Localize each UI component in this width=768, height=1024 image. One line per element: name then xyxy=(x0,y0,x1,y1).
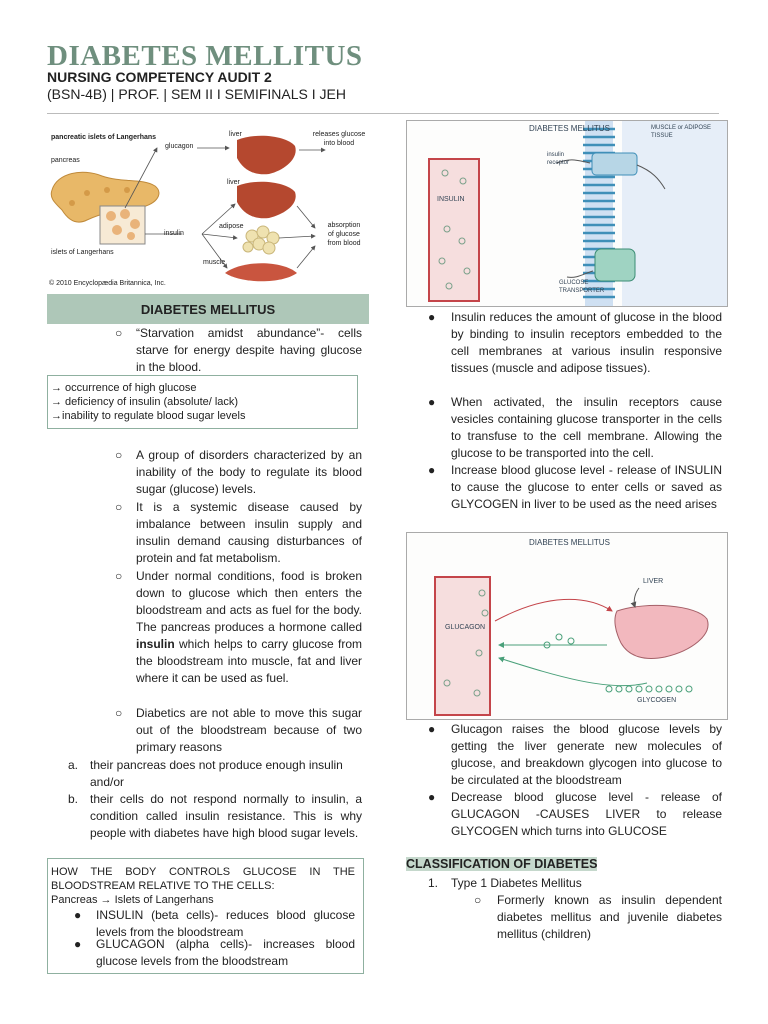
fig2-muscle: MUSCLE or ADIPOSE TISSUE xyxy=(651,125,712,139)
fig1-label-releases: releases glucose into blood xyxy=(312,131,366,147)
insulin-beta-cells: INSULIN (beta cells)- reduces blood glucose levels from the bloodstream xyxy=(96,908,355,939)
fig1-label-liver1: liver xyxy=(229,131,242,138)
bullet-systemic-disease: It is a systemic disease caused by imbalance between insulin supply and insulin demand causing disturbances of protein and fat metabolism. xyxy=(136,500,362,565)
bullet-marker: ○ xyxy=(474,893,482,907)
insulin-reduces-text: Insulin reduces the amount of glucose in the blood by binding to insulin receptors embedded to the cell membranes at various insulin responsive tissues (muscle and adipose tissues). xyxy=(451,310,722,375)
list-item-b: their cells do not respond normally to insulin, a condition called insulin resistance. This is why people with diabetes have high blood sugar levels. xyxy=(90,792,362,840)
page-meta: (BSN-4B) | PROF. | SEM II I SEMIFINALS I JEH xyxy=(47,86,346,102)
key-point-3: →inability to regulate blood sugar levels xyxy=(51,410,246,422)
fig2-title: DIABETES MELLITUS xyxy=(529,124,610,133)
fig3-glycogen: GLYCOGEN xyxy=(637,697,677,704)
bullet-normal-conditions xyxy=(136,568,362,687)
decrease-glucose-text: Decrease blood glucose level - release of GLUCAGON -CAUSES LIVER to release GLYCOGEN which turns into GLUCOSE xyxy=(451,790,722,838)
text-part: which helps to carry glucose from the bloodstream into muscle, fat and liver where it can be used as fuel. xyxy=(136,637,362,685)
key-point-2: → deficiency of insulin (absolute/ lack) xyxy=(51,396,239,408)
bullet-marker: ● xyxy=(428,310,436,324)
bullet-marker: ○ xyxy=(115,326,123,340)
fig1-label-adipose: adipose xyxy=(219,223,244,230)
bullet-marker: ○ xyxy=(115,500,123,514)
list-marker-b: b. xyxy=(68,792,79,806)
section-banner: DIABETES MELLITUS xyxy=(47,294,369,324)
fig3-title: DIABETES MELLITUS xyxy=(529,538,610,547)
glucagon-alpha-cells: GLUCAGON (alpha cells)- increases blood glucose levels from the bloodstream xyxy=(96,937,355,968)
bullet-marker: ● xyxy=(428,790,436,804)
insulin-bold: insulin xyxy=(136,637,175,651)
pancreas-diagram xyxy=(47,128,369,290)
key-point-1: → occurrence of high glucose xyxy=(51,382,197,394)
fig1-label-liver2: liver xyxy=(227,179,240,186)
classification-heading xyxy=(406,856,597,873)
glucose-control-heading: HOW THE BODY CONTROLS GLUCOSE IN THE BLOODSTREAM RELATIVE TO THE CELLS: xyxy=(51,866,355,892)
type1-title: Type 1 Diabetes Mellitus xyxy=(451,876,582,890)
fig1-label-glucagon: glucagon xyxy=(165,143,194,150)
liver-top xyxy=(237,136,296,175)
classification-heading-text: CLASSIFICATION OF DIABETES xyxy=(406,857,598,871)
fig1-label-pancreas: pancreas xyxy=(51,157,80,164)
bullet-marker: ● xyxy=(74,937,82,951)
fig1-label-islets-top: pancreatic islets of Langerhans xyxy=(51,134,157,141)
fig1-label-muscle: muscle xyxy=(203,259,226,266)
liver-shape xyxy=(615,605,708,658)
muscle-shape xyxy=(225,263,297,281)
bullet-marker: ○ xyxy=(115,569,123,583)
bullet-marker: ○ xyxy=(115,448,123,462)
fig1-label-islets: islets of Langerhans xyxy=(51,249,114,256)
bullet-diabetics: Diabetics are not able to move this sugar out of the bloodstream because of two primary reasons xyxy=(136,706,362,754)
text-part: Under normal conditions, food is broken down to glucose which then enters the bloodstream and acts as fuel for the body. The pancreas produces a hormone called xyxy=(136,569,362,634)
fig2-insulin: INSULIN xyxy=(437,196,465,203)
fig1-label-absorption: absorption of glucose from blood xyxy=(327,222,361,247)
fig2-receptor: insulin receptor xyxy=(547,152,570,166)
bullet-marker: ● xyxy=(428,722,436,736)
insulin-receptors-text: When activated, the insulin receptors cause vesicles containing glucose transporter in the cells to transfuse to the cell membrane. Allowing the glucose to be transported into the cell. xyxy=(451,395,722,460)
glucose-control-sub: Pancreas → Islets of Langerhans xyxy=(51,894,214,906)
blood-vessel xyxy=(435,577,490,715)
adipose-shape xyxy=(243,226,279,254)
fig1-credit: © 2010 Encyclopædia Britannica, Inc. xyxy=(49,280,166,287)
increase-glucose-text: Increase blood glucose level - release of INSULIN to cause the glucose to enter cells or saved as GLYCOGEN in liver to be used as the need arises xyxy=(451,463,722,511)
fig3-glucagon: GLUCAGON xyxy=(445,624,486,631)
starvation-text: “Starvation amidst abundance”- cells starve for energy despite having glucose in the blood. xyxy=(136,326,362,374)
header-divider xyxy=(47,113,719,114)
liver-mid xyxy=(237,182,296,219)
fig2-transporter: GLUCOSE TRANSPORTER xyxy=(559,280,605,294)
bullet-marker: ● xyxy=(428,395,436,409)
page-title: DIABETES MELLITUS xyxy=(47,40,363,72)
list-item-a: their pancreas does not produce enough insulin and/or xyxy=(90,758,343,789)
glucagon-diagram xyxy=(406,532,728,720)
insulin-receptor-diagram xyxy=(406,120,728,307)
type1-description: Formerly known as insulin dependent diabetes mellitus and juvenile diabetes mellitus (children) xyxy=(497,893,722,941)
bullet-group-disorders: A group of disorders characterized by an inability of the body to regulate its blood sugar (glucose) levels. xyxy=(136,448,362,496)
glucagon-raises-text: Glucagon raises the blood glucose levels by getting the liver generate new molecules of glucose, and breakdown glycogen into glucose to be circulated at the bloodstream xyxy=(451,722,722,787)
bullet-marker: ● xyxy=(428,463,436,477)
list-marker-1: 1. xyxy=(428,876,439,890)
bullet-marker: ○ xyxy=(115,706,123,720)
blood-vessel xyxy=(429,159,479,301)
fig1-label-insulin: insulin xyxy=(164,230,184,237)
page-subtitle: NURSING COMPETENCY AUDIT 2 xyxy=(47,69,272,85)
list-marker-a: a. xyxy=(68,758,79,772)
fig3-liver: LIVER xyxy=(643,578,664,585)
bullet-marker: ● xyxy=(74,908,82,922)
